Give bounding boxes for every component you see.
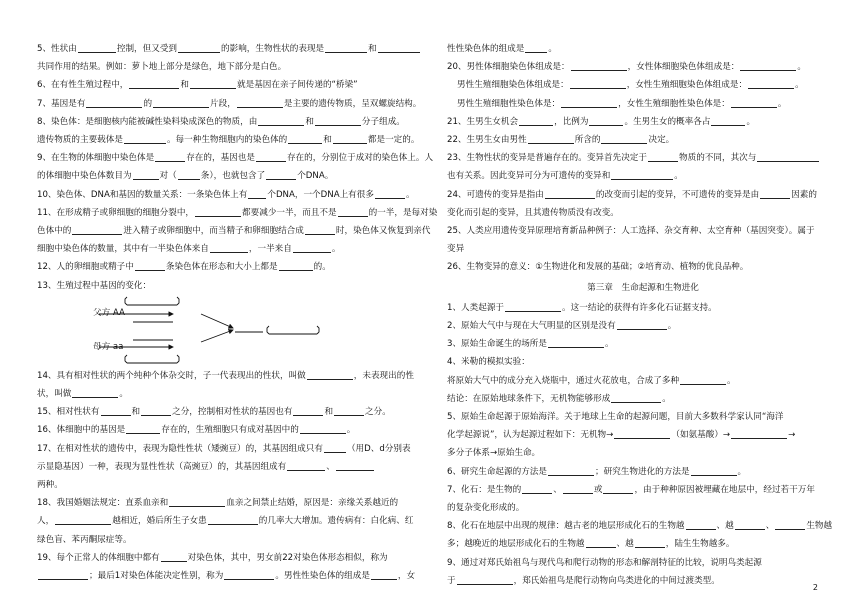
q25-line1: 25、人类应用遗传变异原理培育新品种例子：人工选择、杂交育种、太空育种（基因突变）。属于 — [447, 226, 815, 237]
q26-line: 26、生物变异的意义：①生物进化和发展的基础；②培育动、植物的优良品种。 — [447, 262, 749, 273]
q11-line2: 色体中的 进入精子或卵细胞中，而当精子和卵细胞结合成 时，染色体又恢复到亲代 — [37, 226, 431, 237]
q18-line1: 18、我国婚姻法规定：直系血亲和 血亲之间禁止结婚，原因是：亲缘关系越近的 — [37, 498, 399, 509]
c3-q6-line: 6、研究生命起源的方法是 ；研究生物进化的方法是 。 — [447, 466, 747, 477]
q18-line2: 人， 越相近，婚后所生子女患 的几率大大增加。遗传病有：白化病、红 — [37, 516, 414, 527]
q20-line1: 20、男性体细胞染色体组成是： ，女性体细胞染色体组成是： 。 — [447, 62, 806, 73]
c3-q9-line1: 9、通过对郑氏始祖鸟与现代鸟和爬行动物的形态和解剖特征的比较，说明鸟类起源 — [447, 557, 762, 568]
q15-line: 15、相对性状有 和 之分，控制相对性状的基因也有 和 之分。 — [37, 407, 391, 418]
gene-transfer-diagram — [37, 295, 429, 367]
page-number: 2 — [812, 583, 818, 592]
q22-line: 22、生男生女由男性 所含的 决定。 — [447, 135, 675, 146]
q19-line3: 性性染色体的组成是 。 — [447, 44, 557, 54]
q12-line: 12、人的卵细胞或精子中 条染色体在形态和大小上都是 的。 — [37, 262, 331, 273]
q20-line2: 男性生殖细胞染色体组成是： ，女性生殖细胞染色体组成是： 。 — [457, 80, 804, 91]
q13-title: 13、生殖过程中基因的变化： — [37, 280, 152, 291]
c3-q4-detail: 将原始大气中的成分充入烧瓶中，通过火花放电，合成了多种 。 — [447, 375, 736, 386]
q11-line3: 细胞中染色体的数量，其中有一半染色体来自 ，一半来自 。 — [37, 244, 341, 255]
q18-line3: 绿色盲、苯丙酮尿症等。 — [37, 534, 132, 545]
q19-line2: ；最后1对染色体能决定性别，称为 。男性性染色体的组成是 ，女 — [37, 567, 429, 585]
q19-line1: 19、每个正常人的体细胞中都有 对染色体，其中，男女前22对染色体形态相似，称为 — [37, 552, 388, 563]
c3-q1-line: 1、人类起源于 。这一结论的获得有许多化石证据支持。 — [447, 302, 717, 313]
c3-q5-line2: 化学起源说”，认为起源过程如下：无机物→ （如氨基酸）→ → — [447, 430, 796, 441]
c3-q9-line2: 于 ，郑氏始祖鸟是爬行动物向鸟类进化的中间过渡类型。 — [447, 575, 720, 586]
c3-q8-line1: 8、化石在地层中出现的规律：越古老的地层形成化石的生物越 、越 、 生物越 — [447, 521, 833, 532]
q5-line2: 共同作用的结果。例如：萝卜地上部分是绿色，地下部分是白色。 — [37, 62, 287, 73]
q17-line2: 示显隐基因）一种，表现为显性性状（高豌豆）的，其基因组成有 、 — [37, 458, 429, 476]
right-column — [447, 40, 839, 590]
c3-q3-line: 3、原始生命诞生的场所是 。 — [447, 339, 614, 350]
q14-line1: 14、具有相对性状的两个纯种个体杂交时，子一代表现出的性状，叫做 ，未表现出的性 — [37, 370, 414, 381]
q21-line: 21、生男生女机会 ，比例为 。生男生女的概率各占 。 — [447, 116, 756, 127]
q17-line3: 两种。 — [37, 480, 63, 491]
chapter-title: 第三章 生命起源和生物进化 — [587, 282, 699, 293]
q8-line2: 遗传物质的主要载体是 。每一种生物细胞内的染色体的 和 都是一定的。 — [37, 135, 420, 146]
q8-line1: 8、染色体：是细胞核内能被碱性染料染成深色的物质，由 和 分子组成。 — [37, 116, 405, 127]
q6-line: 6、在有性生殖过程中， 和 就是基因在亲子间传递的“桥梁” — [37, 80, 358, 91]
q24-line2: 变化而引起的变异，且其遗传物质没有改变。 — [447, 207, 619, 218]
c3-q5-line1: 5、原始生命起源于原始海洋。关于地球上生命的起源问题，目前大多数科学家认同“海洋 — [447, 412, 784, 423]
q9-line1: 9、在生物的体细胞中染色体是 存在的，基因也是 存在的，分别位于成对的染色体上。人 — [37, 153, 434, 164]
q10-line: 10、染色体、DNA和基因的数量关系：一条染色体上有 个DNA，一个DNA上有很多 。 — [37, 189, 415, 200]
c3-q5-line3: 多分子体系→原始生命。 — [447, 448, 541, 459]
c3-q7-line2: 的复杂变化形成的。 — [447, 503, 525, 514]
q24-line1: 24、可遗传的变异是指由 的改变而引起的变异，不可遗传的变异是由 因素的 — [447, 189, 817, 200]
q20-line3: 男性生殖细胞性染色体是： ，女性生殖细胞性染色体是： 。 — [457, 98, 787, 109]
q5-line1: 5、性状由 控制，但又受到 的影响，生物性状的表现是 和 — [37, 40, 429, 58]
q17-line1: 17、在相对性状的遗传中，表现为隐性性状（矮豌豆）的，其基因组成只有 （用D、d分别表 — [37, 443, 411, 454]
c3-q4-conclusion: 结论：在原始地球条件下，无机物能够形成 。 — [447, 393, 671, 404]
q25-line2: 变异 — [447, 244, 465, 255]
mother-genotype-label: 母方 aa — [93, 341, 124, 352]
q9-line2: 的体细胞中染色体数目为 对（ 条），也就包含了 个DNA。 — [37, 171, 334, 182]
c3-q2-line: 2、原始大气中与现在大气明显的区别是没有 。 — [447, 321, 677, 332]
c3-q4-line: 4、米勒的模拟实验： — [447, 357, 530, 368]
q11-line1: 11、在形成精子或卵细胞的细胞分裂中， 都要减少一半，而且不是 的一半，是每对染 — [37, 207, 438, 218]
c3-q7-line1: 7、化石：是生物的 、 或 ，由于种种原因被埋藏在地层中，经过若干万年 — [447, 484, 815, 495]
q14-line2: 状，叫做 。 — [37, 389, 128, 400]
q7-line: 7、基因是有 的 片段， 是主要的遗传物质，呈双螺旋结构。 — [37, 98, 422, 109]
left-column — [37, 40, 438, 585]
c3-q8-line2: 多；越晚近的地层形成化石的生物越 、越 ，陆生生物越多。 — [447, 539, 735, 550]
father-genotype-label: 父方 AA — [93, 307, 125, 318]
q16-line: 16、体细胞中的基因是 存在的，生殖细胞只有成对基因中的 。 — [37, 425, 356, 436]
q23-line2: 也有关系。因此变异可分为可遗传的变异和 。 — [447, 171, 683, 182]
q23-line1: 23、生物性状的变异是普遍存在的。变异首先决定于 物质的不同，其次与 — [447, 149, 839, 167]
